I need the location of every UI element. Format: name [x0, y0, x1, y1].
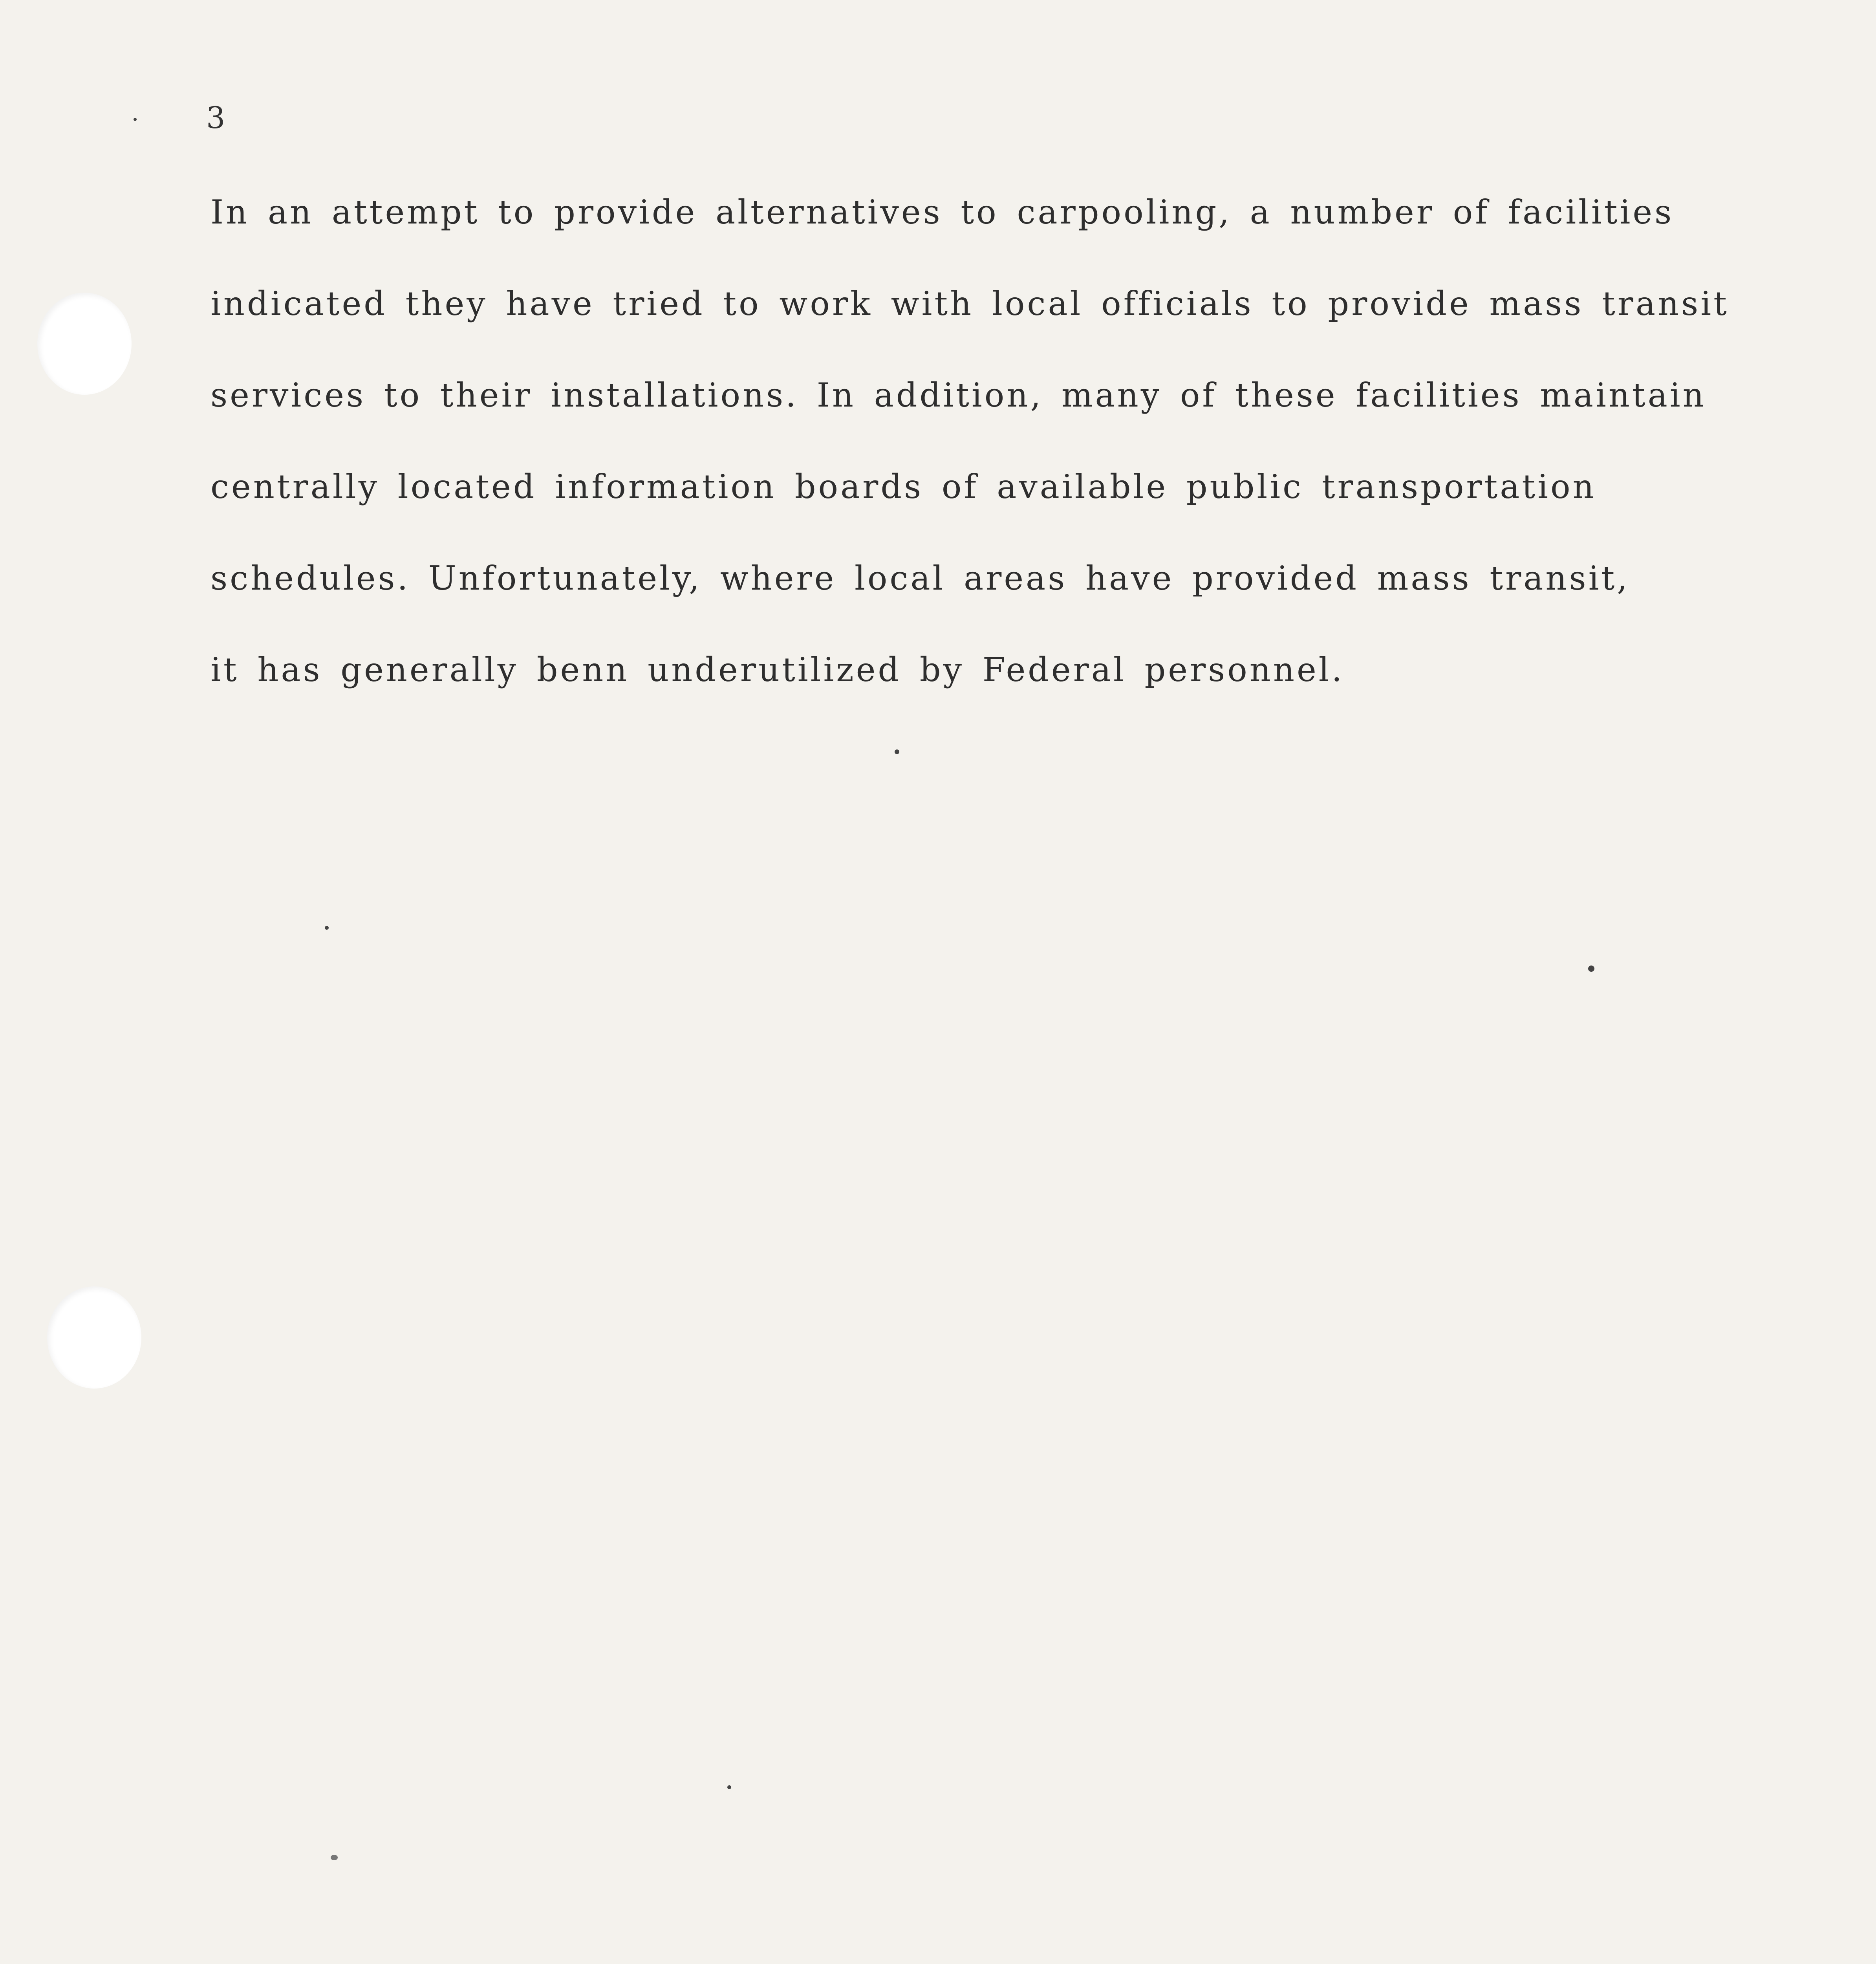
paper-speck	[1588, 966, 1594, 972]
text-line: schedules. Unfortunately, where local areas have provided mass transit,	[210, 559, 1630, 597]
page-number: 3	[206, 100, 226, 135]
text-line: indicated they have tried to work with local officials to provide mass transit	[210, 284, 1729, 323]
text-line: it has generally benn underutilized by Federal personnel.	[210, 650, 1345, 689]
paper-speck	[325, 926, 329, 930]
punch-hole	[47, 1286, 141, 1389]
paper-speck	[727, 1785, 731, 1789]
text-line: In an attempt to provide alternatives to carpooling, a number of facilities	[210, 193, 1674, 231]
text-line: centrally located information boards of available public transportation	[210, 467, 1596, 506]
paper-speck	[134, 118, 137, 121]
text-line: services to their installations. In addition, many of these facilities maintain	[210, 376, 1706, 414]
punch-hole	[37, 293, 132, 395]
body-paragraph	[210, 192, 1781, 742]
paper-speck	[331, 1855, 338, 1860]
paper-speck	[895, 749, 899, 754]
